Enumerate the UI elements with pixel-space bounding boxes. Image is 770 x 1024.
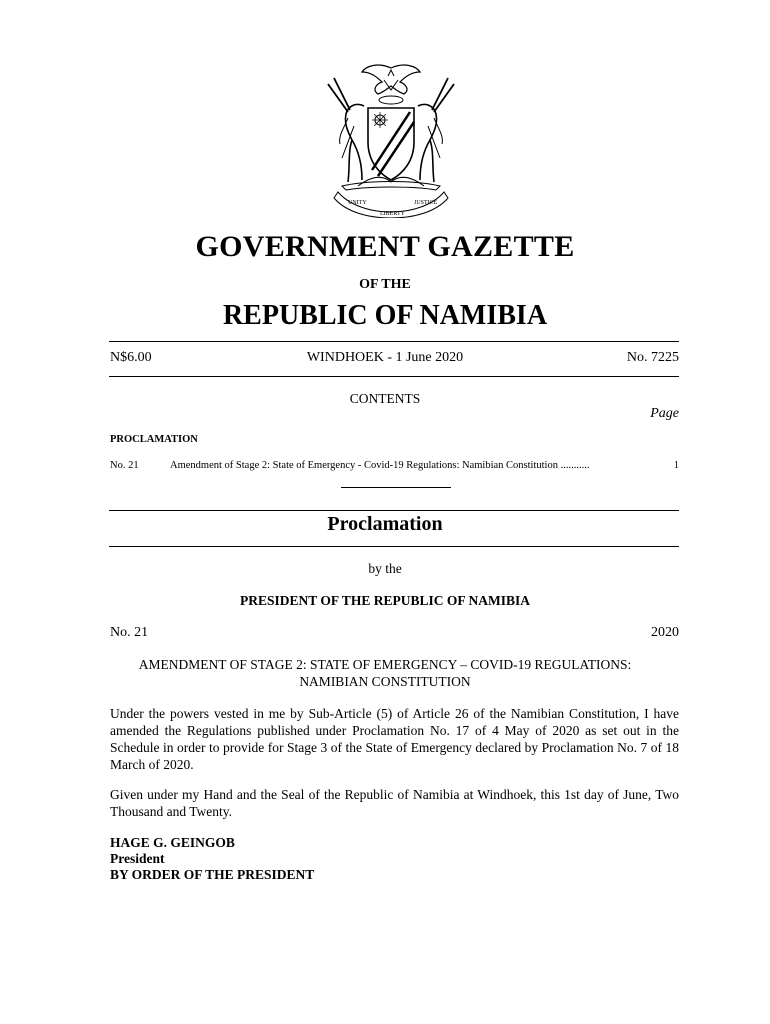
- order-line: BY ORDER OF THE PRESIDENT: [110, 867, 315, 882]
- proclamation-heading-line2: NAMIBIAN CONSTITUTION: [299, 674, 471, 689]
- gazette-of-the: OF THE: [359, 277, 411, 292]
- motto-unity: UNITY: [348, 200, 367, 206]
- coat-of-arms-emblem: [318, 62, 464, 218]
- motto-justice: JUSTICE: [414, 200, 438, 206]
- contents-end-rule: [341, 487, 451, 488]
- contents-heading: CONTENTS: [349, 391, 421, 406]
- proclamation-heading-line1: AMENDMENT OF STAGE 2: STATE OF EMERGENCY – COVID-19 REGULATIONS:: [138, 657, 632, 672]
- contents-entry-title: Amendment of Stage 2: State of Emergency - Covid-19 Regulations: Namibian Constitution ...........: [170, 460, 590, 471]
- contents-page-label: Page: [650, 406, 679, 421]
- gazette-republic: REPUBLIC OF NAMIBIA: [222, 300, 548, 331]
- proclamation-paragraph-2: Given under my Hand and the Seal of the Republic of Namibia at Windhoek, this 1st day of June, Two Thousand and Twenty.: [110, 787, 679, 819]
- motto-liberty: LIBERTY: [380, 211, 405, 217]
- proclamation-rule-top: [109, 510, 679, 511]
- signatory-name: HAGE G. GEINGOB: [110, 835, 235, 850]
- proclamation-heading: [0, 656, 770, 690]
- header-rule-bottom: [109, 376, 679, 377]
- gazette-price: N$6.00: [110, 350, 152, 365]
- proclamation-paragraph-1: Under the powers vested in me by Sub-Article (5) of Article 26 of the Namibian Constitution, I have amended the Regulations published under Proclamation No. 17 of 4 May of 2020 as set out in the Schedule in order to provide for Stage 3 of the State of Emergency declared by Proclamation No. 7 of 18 March of 2020.: [110, 706, 679, 772]
- proclamation-year: 2020: [651, 625, 679, 640]
- contents-entry-page: 1: [673, 460, 679, 471]
- gazette-place-date: WINDHOEK - 1 June 2020: [306, 350, 464, 365]
- gazette-title: GOVERNMENT GAZETTE: [195, 230, 575, 263]
- proclamation-by-the: by the: [368, 561, 402, 576]
- proclamation-authority: PRESIDENT OF THE REPUBLIC OF NAMIBIA: [240, 593, 530, 608]
- contents-entry-number: No. 21: [110, 460, 139, 471]
- proclamation-title: Proclamation: [327, 513, 443, 535]
- signatory-title: President: [110, 851, 165, 866]
- gazette-number: No. 7225: [626, 350, 679, 365]
- proclamation-number: No. 21: [110, 625, 149, 640]
- proclamation-rule-bottom: [109, 546, 679, 547]
- header-rule-top: [109, 341, 679, 342]
- contents-section-proclamation: PROCLAMATION: [110, 434, 198, 445]
